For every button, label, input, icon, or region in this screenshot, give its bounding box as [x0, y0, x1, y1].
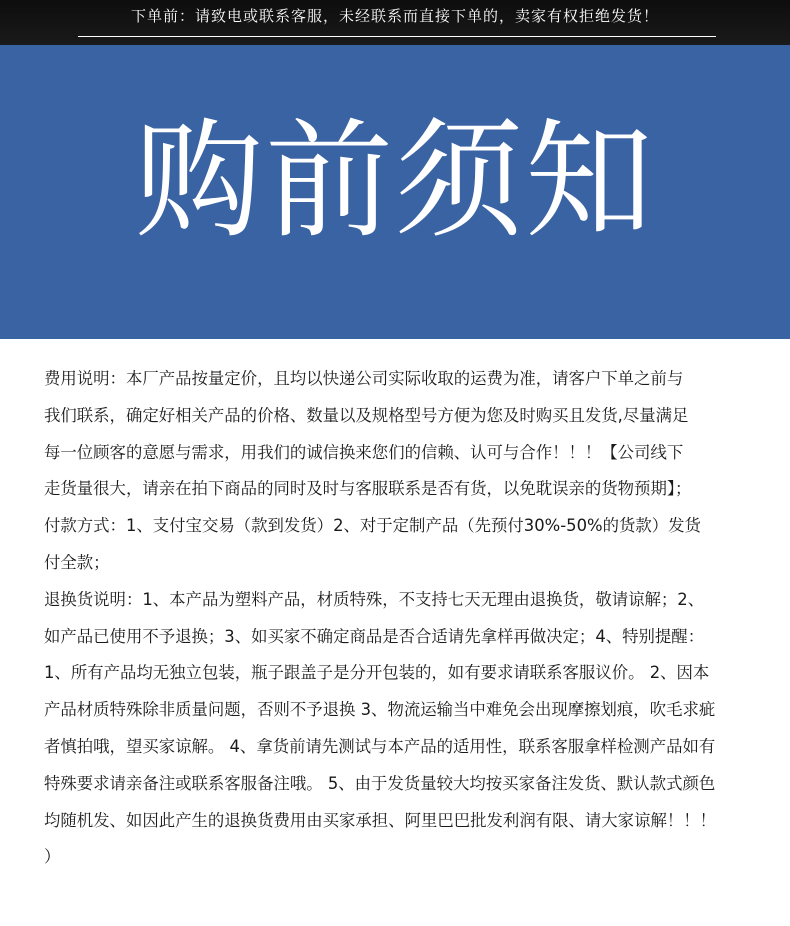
title-banner: [0, 45, 790, 339]
content-line: 产品材质特殊除非质量问题，否则不予退换 3、物流运输当中难免会出现摩擦划痕，吹毛求疵: [44, 700, 716, 720]
content-line: 走货量很大，请亲在拍下商品的同时及时与客服联系是否有货，以免耽误亲的货物预期】；: [44, 479, 692, 499]
content-line: 退换货说明：1、本产品为塑料产品，材质特殊，不支持七天无理由退换货，敬请谅解；2、: [44, 589, 705, 609]
content-line: 付全款；: [44, 552, 110, 572]
top-notice-bar: [0, 0, 790, 45]
banner-title: 购前须知: [134, 107, 655, 256]
content-line: 付款方式：1、支付宝交易（款到发货）2、对于定制产品（先预付30%-50%的货款）发货: [44, 516, 701, 536]
content-line: 我们联系，确定好相关产品的价格、数量以及规格型号方便为您及时购买且发货,尽量满足: [44, 405, 689, 425]
content-line: 每一位顾客的意愿与需求，用我们的诚信换来您们的信赖、认可与合作！！！【公司线下: [44, 442, 684, 462]
content-line: 者慎拍哦，望买家谅解。 4、拿货前请先测试与本产品的适用性，联系客服拿样检测产品如有: [44, 736, 716, 756]
content-line: 特殊要求请亲备注或联系客服备注哦。 5、由于发货量较大均按买家备注发货、默认款式颜色: [44, 773, 716, 793]
content-line: 费用说明：本厂产品按量定价，且均以快递公司实际收取的运费为准，请客户下单之前与: [44, 369, 684, 388]
notice-content: [44, 361, 784, 876]
top-notice-underline: [78, 36, 716, 37]
top-notice-text: 下单前：请致电或联系客服，未经联系而直接下单的，卖家有权拒绝发货！: [130, 7, 659, 25]
content-line: ）: [44, 847, 61, 867]
content-line: 1、所有产品均无独立包装，瓶子跟盖子是分开包装的，如有要求请联系客服议价。 2、因本: [44, 663, 710, 683]
content-line: 均随机发、如因此产生的退换货费用由买家承担、阿里巴巴批发利润有限、请大家谅解！！！: [44, 810, 717, 830]
content-line: 如产品已使用不予退换；3、如买家不确定商品是否合适请先拿样再做决定；4、特别提醒：: [44, 626, 705, 646]
